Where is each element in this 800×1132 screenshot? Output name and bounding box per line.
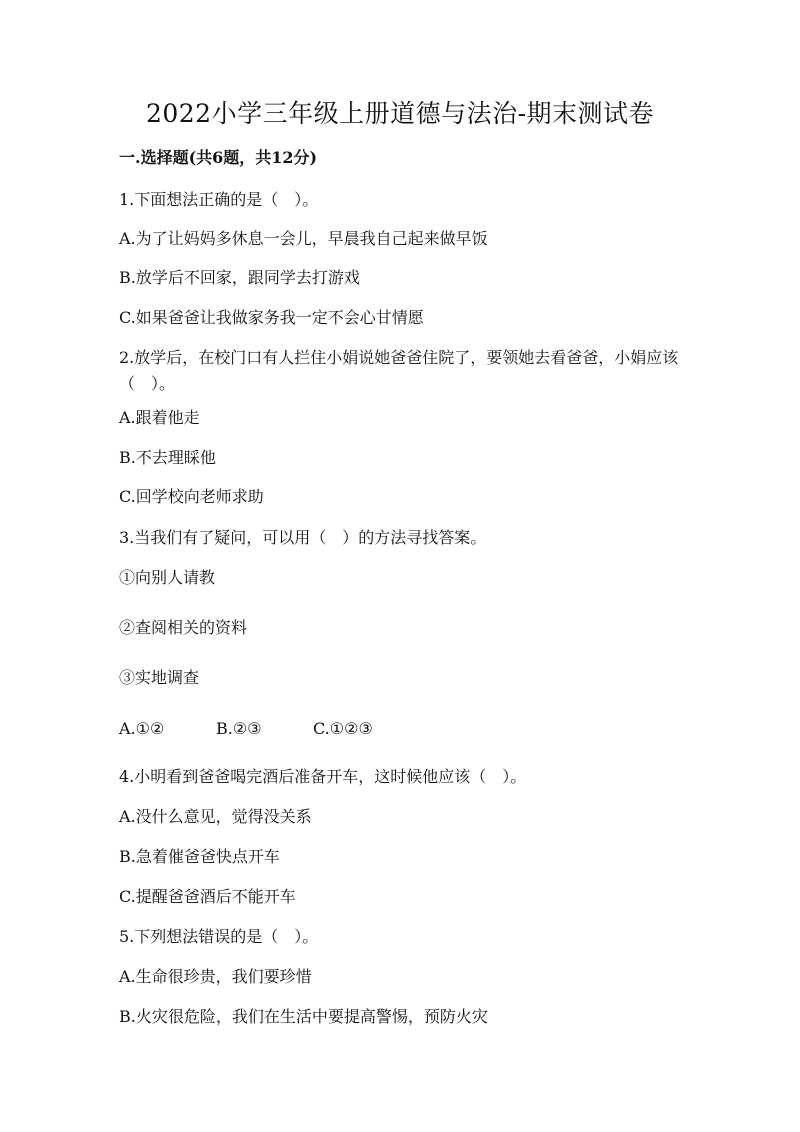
question-4-option-b: B.急着催爸爸快点开车 [119, 847, 280, 866]
question-5-stem: 5.下列想法错误的是（ ）。 [119, 927, 319, 946]
question-5-option-a: A.生命很珍贵，我们要珍惜 [119, 967, 312, 986]
question-1-option-b: B.放学后不回家，跟同学去打游戏 [119, 268, 360, 287]
question-5-option-b: B.火灾很危险，我们在生活中要提高警惕，预防火灾 [119, 1007, 488, 1026]
question-3-option-c: C.①②③ [313, 719, 373, 738]
section-heading: 一.选择题(共6题，共12分) [119, 148, 318, 167]
question-1-stem: 1.下面想法正确的是（ ）。 [119, 190, 319, 209]
question-2-stem: 2.放学后，在校门口有人拦住小娟说她爸爸住院了，要领她去看爸爸，小娟应该（ ）。 [119, 348, 679, 393]
question-3-option-b: B.②③ [216, 719, 262, 738]
question-3-stem: 3.当我们有了疑问，可以用（ ）的方法寻找答案。 [119, 528, 487, 547]
question-3-option-a: A.①② [119, 719, 165, 738]
question-1-option-a: A.为了让妈妈多休息一会儿，早晨我自己起来做早饭 [119, 229, 488, 248]
page-title: 2022小学三年级上册道德与法治-期末测试卷 [145, 99, 655, 128]
question-2-option-c: C.回学校向老师求助 [119, 487, 264, 506]
question-4-option-a: A.没什么意见，觉得没关系 [119, 807, 312, 826]
question-3-item-3: ③实地调查 [119, 668, 200, 687]
question-2-option-b: B.不去理睬他 [119, 448, 216, 467]
question-1-option-c: C.如果爸爸让我做家务我一定不会心甘情愿 [119, 308, 424, 327]
question-3-item-1: ①向别人请教 [119, 568, 216, 587]
question-3-item-2: ②查阅相关的资料 [119, 618, 248, 637]
question-4-stem: 4.小明看到爸爸喝完酒后准备开车，这时候他应该（ ）。 [119, 767, 527, 786]
question-2-option-a: A.跟着他走 [119, 408, 200, 427]
question-4-option-c: C.提醒爸爸酒后不能开车 [119, 887, 296, 906]
